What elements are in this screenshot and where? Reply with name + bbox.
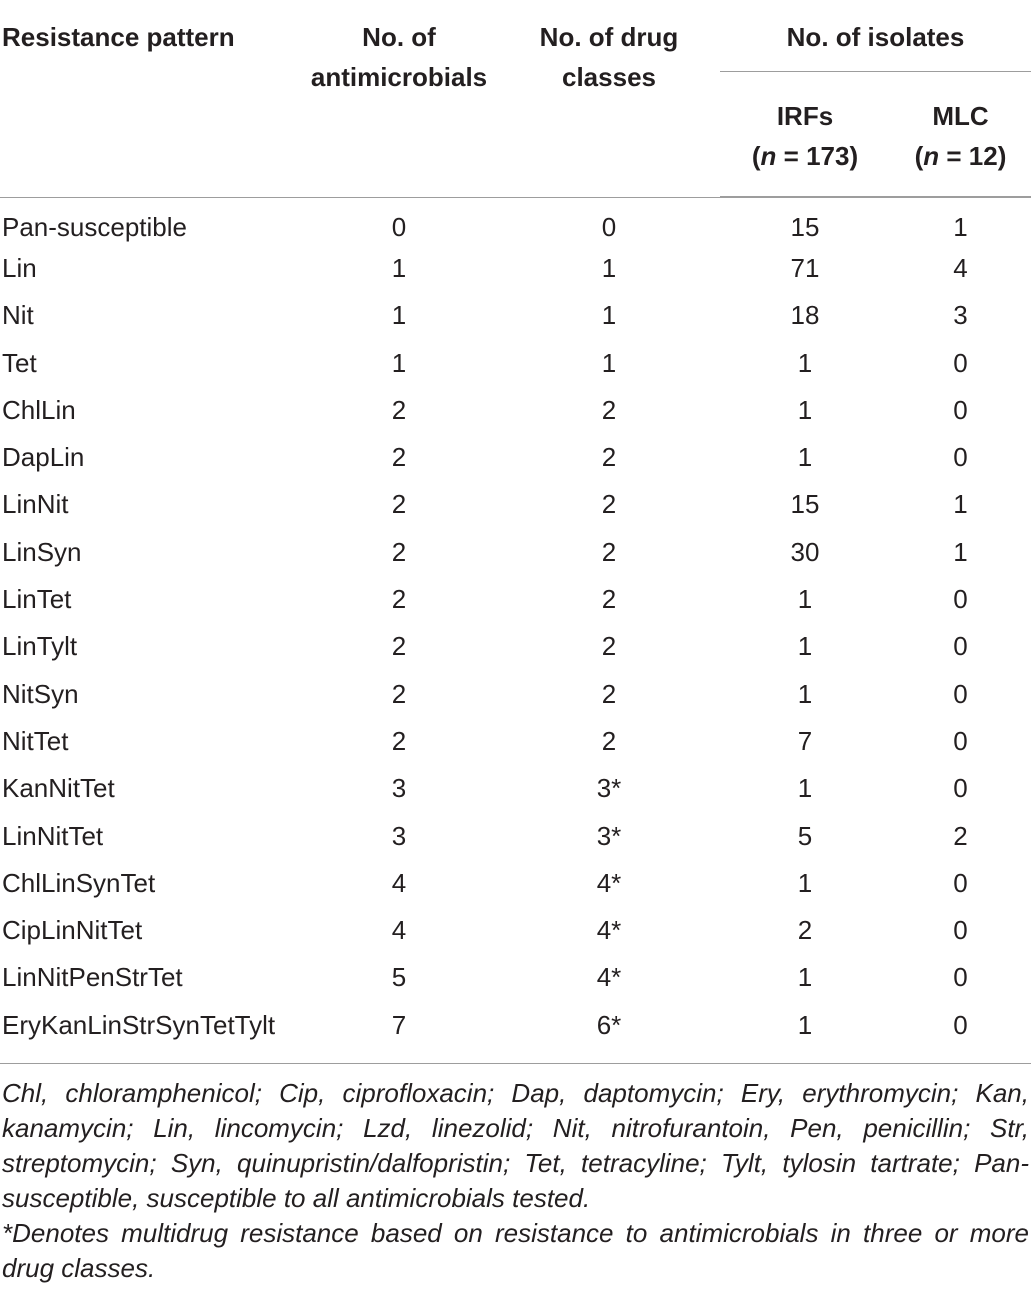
cell-drug-classes: 2 — [601, 631, 617, 662]
table-row — [0, 860, 1031, 907]
table-row — [0, 954, 1031, 1001]
cell-irfs: 1 — [797, 631, 813, 662]
header-drug-classes: No. of drug classes — [539, 22, 679, 92]
cell-resistance-pattern: Nit — [2, 300, 34, 331]
cell-antimicrobials: 2 — [391, 394, 407, 425]
table-row — [0, 813, 1031, 860]
cell-irfs: 15 — [790, 489, 820, 520]
cell-mlc: 0 — [953, 347, 968, 378]
cell-resistance-pattern: Pan-susceptible — [2, 212, 187, 242]
table-row — [0, 292, 1031, 339]
cell-irfs: 71 — [790, 253, 820, 283]
table-row — [0, 245, 1031, 292]
cell-resistance-pattern: LinTet — [2, 584, 72, 615]
cell-drug-classes: 2 — [601, 584, 617, 615]
cell-antimicrobials: 7 — [300, 1002, 498, 1064]
cell-irfs: 1 — [797, 584, 813, 615]
cell-mlc: 0 — [953, 394, 968, 425]
table-row — [0, 1002, 1031, 1064]
table-row — [0, 481, 1031, 528]
cell-antimicrobials: 1 — [391, 300, 407, 331]
cell-mlc: 0 — [953, 915, 968, 946]
table-row — [0, 907, 1031, 954]
cell-resistance-pattern: LinNitPenStrTet — [2, 962, 183, 993]
cell-antimicrobials: 5 — [391, 962, 407, 993]
cell-mlc: 1 — [953, 212, 968, 242]
cell-resistance-pattern: ChlLin — [2, 394, 76, 425]
cell-antimicrobials: 4 — [391, 915, 407, 946]
cell-mlc: 0 — [953, 584, 968, 615]
cell-mlc: 0 — [953, 867, 968, 898]
header-antimicrobials: No. of antimicrobials — [310, 22, 488, 92]
cell-antimicrobials: 2 — [391, 489, 407, 520]
cell-antimicrobials: 2 — [391, 442, 407, 473]
cell-irfs: 1 — [797, 347, 813, 378]
cell-drug-classes: 2 — [601, 725, 617, 756]
cell-antimicrobials: 2 — [391, 536, 407, 567]
header-mlc: MLC (n = 12) — [890, 72, 1031, 197]
cell-resistance-pattern: NitTet — [2, 725, 69, 756]
cell-resistance-pattern: DapLin — [2, 442, 85, 473]
cell-antimicrobials: 3 — [391, 773, 407, 804]
cell-irfs: 1 — [797, 867, 813, 898]
cell-mlc: 0 — [953, 678, 968, 709]
cell-drug-classes: 2 — [601, 536, 617, 567]
cell-drug-classes: 4* — [596, 915, 622, 946]
cell-antimicrobials: 1 — [391, 347, 407, 378]
cell-irfs: 1 — [797, 773, 813, 804]
cell-antimicrobials: 3 — [391, 820, 407, 851]
cell-irfs: 1 — [797, 962, 813, 993]
cell-drug-classes: 3* — [596, 820, 622, 851]
cell-mlc: 0 — [953, 725, 968, 756]
cell-mlc: 0 — [953, 773, 968, 804]
cell-mlc: 0 — [953, 962, 968, 993]
cell-resistance-pattern: NitSyn — [2, 678, 79, 709]
cell-resistance-pattern: ChlLinSynTet — [2, 867, 156, 898]
header-isolates-group: No. of isolates — [786, 22, 965, 52]
table-footnotes — [0, 1064, 1031, 1286]
cell-mlc: 0 — [953, 442, 968, 473]
cell-resistance-pattern: LinNitTet — [2, 820, 104, 851]
cell-antimicrobials: 2 — [391, 678, 407, 709]
cell-mlc: 0 — [953, 631, 968, 662]
cell-antimicrobials: 2 — [391, 584, 407, 615]
table-body — [0, 198, 1031, 1064]
table-row — [0, 529, 1031, 576]
table-row — [0, 576, 1031, 623]
cell-mlc: 0 — [890, 1002, 1031, 1064]
cell-drug-classes: 4* — [596, 867, 622, 898]
cell-drug-classes: 2 — [601, 678, 617, 709]
cell-irfs: 1 — [797, 394, 813, 425]
cell-drug-classes: 3* — [596, 773, 622, 804]
cell-resistance-pattern: Lin — [2, 253, 37, 283]
cell-drug-classes: 2 — [601, 394, 617, 425]
cell-drug-classes: 0 — [601, 212, 617, 242]
header-irfs: IRFs (n = 173) — [720, 72, 890, 197]
cell-mlc: 4 — [953, 253, 968, 283]
cell-antimicrobials: 2 — [391, 631, 407, 662]
table-row — [0, 387, 1031, 434]
cell-antimicrobials: 1 — [391, 253, 407, 283]
cell-irfs: 1 — [720, 1002, 890, 1064]
footnote-mdr: *Denotes multidrug resistance based on resistance to antimicrobials in three or more drug classes. — [2, 1218, 1029, 1284]
cell-antimicrobials: 2 — [391, 725, 407, 756]
table-row — [0, 765, 1031, 812]
cell-irfs: 30 — [790, 536, 820, 567]
cell-drug-classes: 1 — [601, 253, 617, 283]
cell-antimicrobials: 4 — [391, 867, 407, 898]
cell-irfs: 15 — [790, 212, 820, 242]
table-row — [0, 718, 1031, 765]
cell-mlc: 2 — [953, 820, 968, 851]
table-row — [0, 198, 1031, 246]
table-row — [0, 434, 1031, 481]
cell-resistance-pattern: Tet — [2, 347, 37, 378]
cell-mlc: 3 — [953, 300, 968, 331]
cell-irfs: 2 — [797, 915, 813, 946]
cell-irfs: 7 — [797, 725, 813, 756]
cell-drug-classes: 2 — [601, 489, 617, 520]
cell-resistance-pattern: LinSyn — [2, 536, 82, 567]
cell-mlc: 1 — [953, 489, 968, 520]
cell-irfs: 1 — [797, 678, 813, 709]
cell-resistance-pattern: LinNit — [2, 489, 69, 520]
cell-resistance-pattern: CipLinNitTet — [2, 915, 143, 946]
cell-irfs: 5 — [797, 820, 813, 851]
cell-drug-classes: 1 — [601, 300, 617, 331]
cell-resistance-pattern: LinTylt — [2, 631, 78, 662]
table-row — [0, 671, 1031, 718]
table-row — [0, 623, 1031, 670]
cell-resistance-pattern: KanNitTet — [2, 773, 115, 804]
cell-drug-classes: 6* — [498, 1002, 720, 1064]
cell-irfs: 1 — [797, 442, 813, 473]
cell-irfs: 18 — [790, 300, 820, 331]
cell-drug-classes: 2 — [601, 442, 617, 473]
cell-mlc: 1 — [953, 536, 968, 567]
cell-resistance-pattern: EryKanLinStrSynTetTylt — [0, 1002, 300, 1064]
table-row — [0, 340, 1031, 387]
cell-drug-classes: 4* — [596, 962, 622, 993]
cell-antimicrobials: 0 — [391, 212, 407, 242]
table-header — [0, 0, 1031, 198]
footnote-abbreviations: Chl, chloramphenicol; Cip, ciprofloxacin; Dap, daptomycin; Ery, erythromycin; Kan, kanamycin; Lin, lincomycin; Lzd, linezolid; Nit, nitrofurantoin, Pen, penicillin; Str, streptomycin; Syn, quinupristin/dalfopristin; Tet, tetracyline; Tylt, tylosin tartrate; Pan-susceptible, susceptible to all antimicrobials tested. — [2, 1078, 1029, 1214]
cell-drug-classes: 1 — [601, 347, 617, 378]
header-resistance-pattern: Resistance pattern — [2, 22, 235, 52]
